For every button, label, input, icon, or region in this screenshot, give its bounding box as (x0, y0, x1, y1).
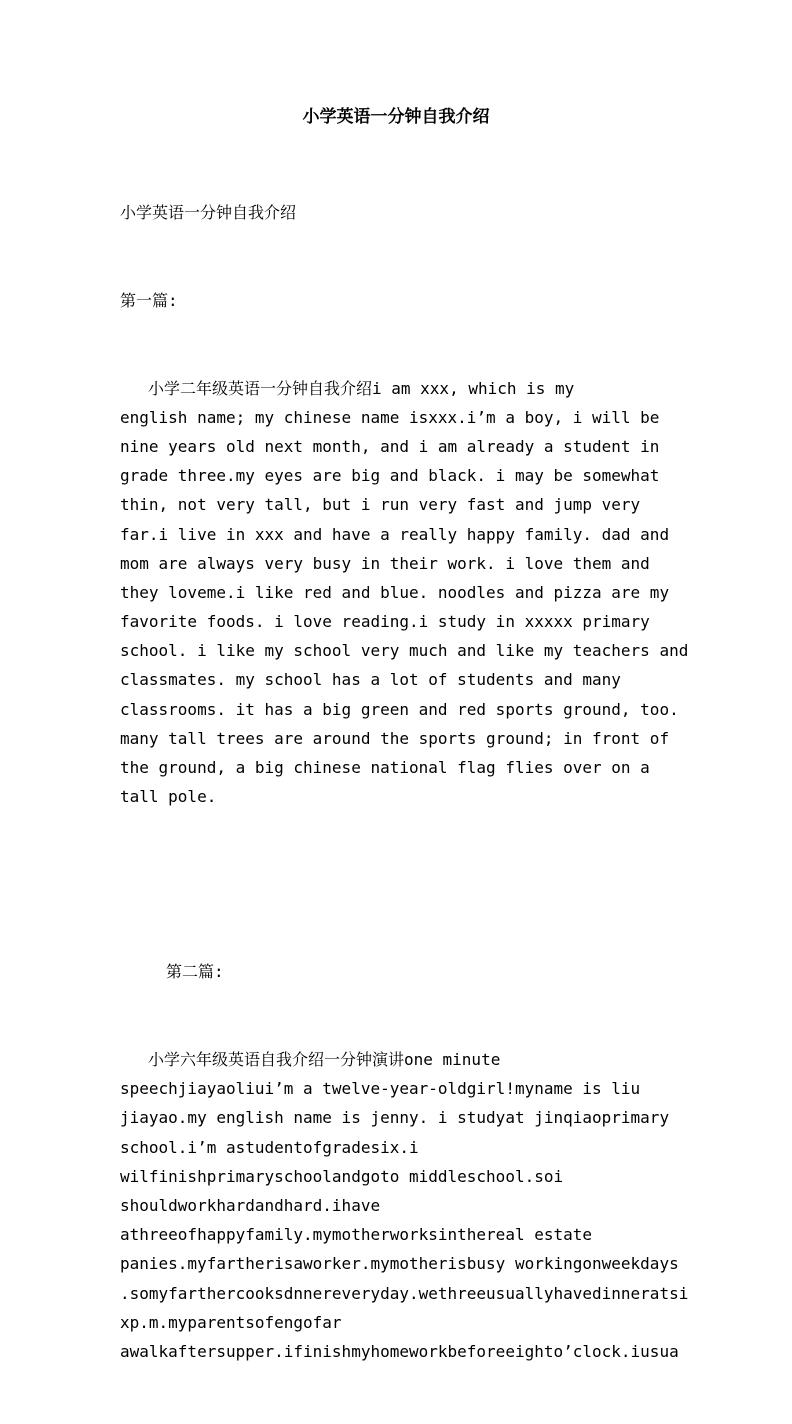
text-line: classmates. my school has a lot of students and many (120, 670, 621, 690)
text-line: athreeofhappyfamily.mymotherworksinthereal estate (120, 1225, 593, 1245)
text-line: the ground, a big chinese national flag flies over on a (120, 758, 650, 778)
text-line: awalkaftersupper.ifinishmyhomeworkbeforeeighto’clock.iusua (120, 1341, 679, 1361)
text-line: tall pole. (120, 787, 217, 807)
text-line: they loveme.i like red and blue. noodles and pizza are my (120, 582, 670, 602)
text-line: thin, not very tall, but i run very fast and jump very (120, 495, 641, 515)
text-line: many tall trees are around the sports ground; in front of (120, 728, 670, 748)
text-line: .somyfarthercooksdnnereveryday.wethreeusuallyhavedinneratsi (120, 1283, 689, 1303)
text-line: grade three.my eyes are big and black. i may be somewhat (120, 466, 660, 486)
text-line: school.i’m astudentofgradesix.i (120, 1137, 419, 1157)
section1-heading: 第一篇: (120, 291, 178, 310)
section2-paragraph (120, 1045, 689, 1366)
text-line: 小学六年级英语自我介绍一分钟演讲one minute (148, 1050, 501, 1069)
text-line: far.i live in xxx and have a really happy family. dad and (120, 524, 670, 544)
document-subtitle: 小学英语一分钟自我介绍 (120, 203, 297, 223)
text-line: classrooms. it has a big green and red sports ground, too. (120, 699, 679, 719)
text-line: nine years old next month, and i am already a student in (120, 436, 660, 456)
text-line: speechjiayaoliui’m a twelve-year-oldgirl!myname is liu (120, 1079, 641, 1099)
blank-line (120, 870, 680, 899)
text-line: wilfinishprimaryschoolandgoto middleschool.soi (120, 1166, 564, 1186)
document-title: 小学英语一分钟自我介绍 (302, 107, 490, 127)
text-line: favorite foods. i love reading.i study in xxxxx primary (120, 612, 650, 632)
text-line: panies.myfartherisaworker.mymotherisbusy workingonweekdays (120, 1254, 679, 1274)
text-line: mom are always very busy in their work. i love them and (120, 553, 650, 573)
text-line: 小学二年级英语一分钟自我介绍i am xxx, which is my (148, 378, 575, 398)
text-line: shouldworkhardandhard.ihave (120, 1195, 381, 1215)
section1-paragraph (120, 374, 689, 812)
text-line: xp.m.myparentsofengofar (120, 1312, 342, 1332)
text-line: school. i like my school very much and like my teachers and (120, 641, 689, 661)
text-line: jiayao.my english name is jenny. i studyat jinqiaoprimary (120, 1108, 670, 1128)
section2-heading: 第二篇: (166, 962, 224, 982)
text-line: english name; my chinese name isxxx.i’m a boy, i will be (120, 407, 660, 427)
document-body (120, 140, 689, 1424)
